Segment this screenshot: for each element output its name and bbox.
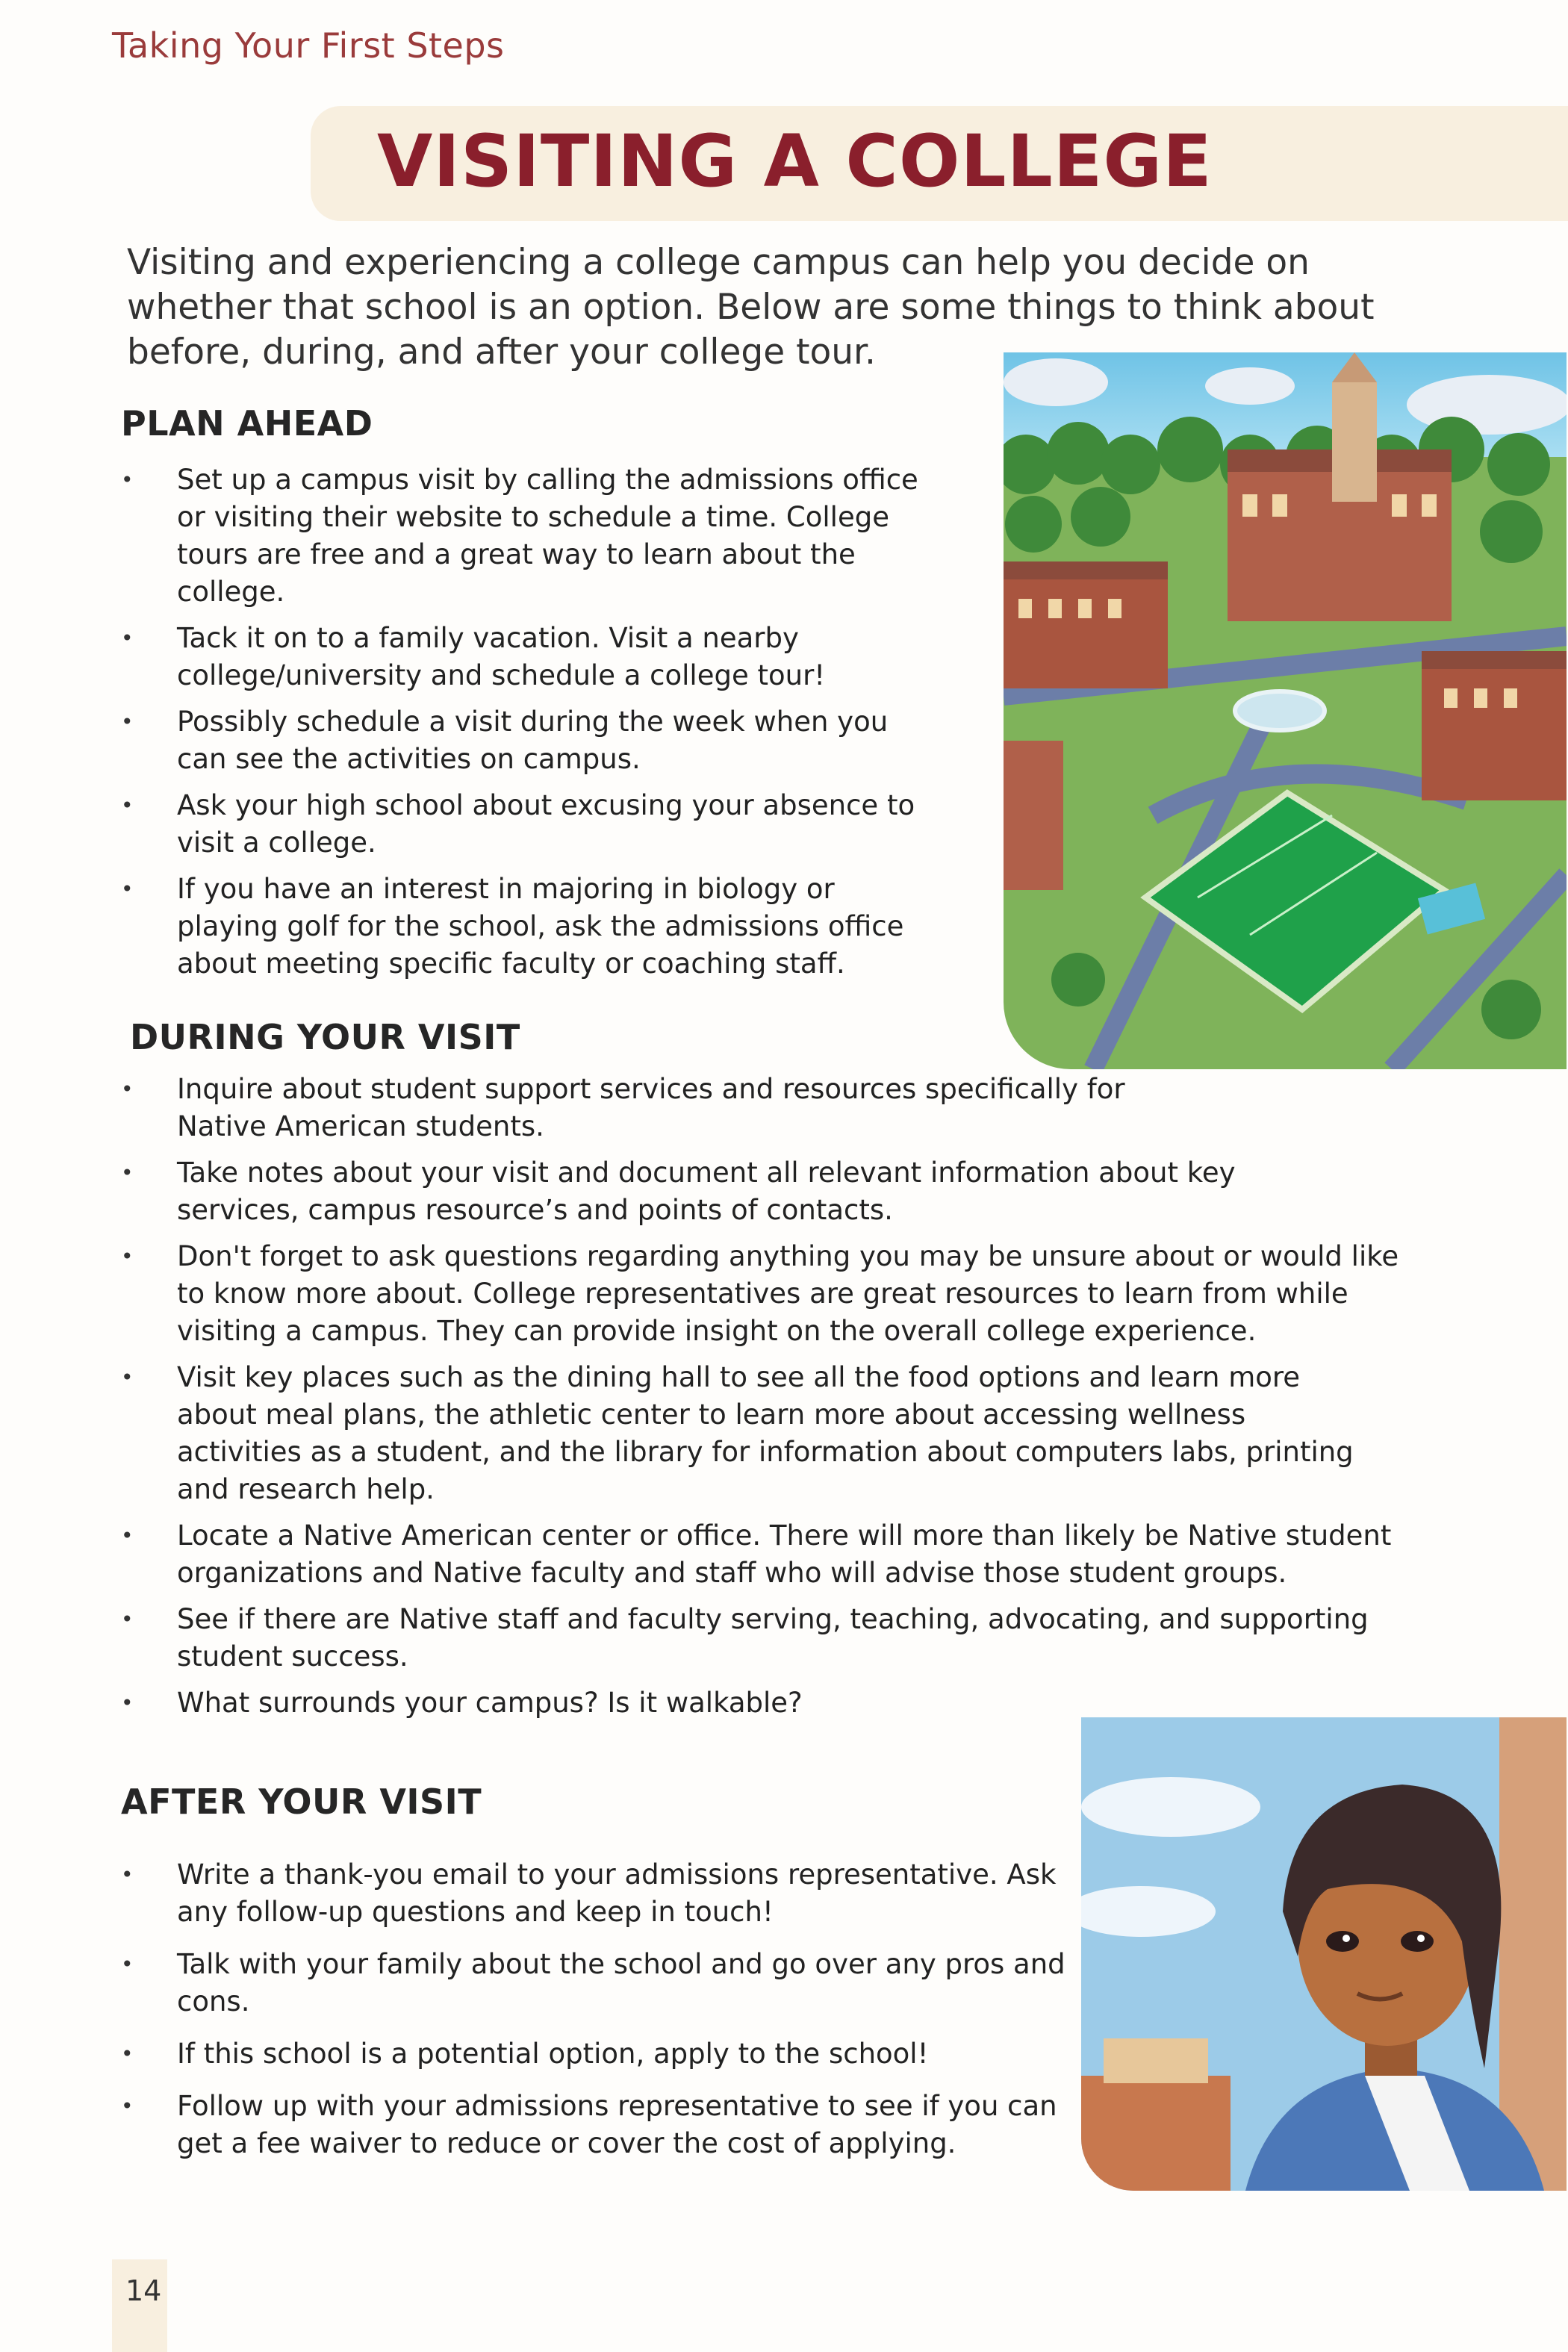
during-visit-heading: DURING YOUR VISIT — [130, 1017, 520, 1057]
after-visit-heading: AFTER YOUR VISIT — [121, 1782, 482, 1822]
student-illustration — [1081, 1717, 1567, 2191]
list-item: • Tack it on to a family vacation. Visit a nearby college/university and schedule a college tour! — [121, 620, 942, 694]
page-title: VISITING A COLLEGE — [377, 119, 1213, 203]
campus-illustration — [1004, 352, 1567, 1069]
list-item: • Inquire about student support services and resources specifically for Native American students. — [121, 1071, 1420, 1145]
list-item: • Locate a Native American center or office. There will more than likely be Native student organizations and Native faculty and staff who will advise those student groups. — [121, 1517, 1420, 1592]
list-item: • Follow up with your admissions representative to see if you can get a fee waiver to reduce or cover the cost of applying. — [121, 2088, 1069, 2162]
after-visit-list — [121, 1856, 1069, 2171]
intro-paragraph: Visiting and experiencing a college campus can help you decide on whether that school is an option. Below are some things to think about before, during, and after your college tour. — [127, 242, 1375, 373]
list-item: • Don't forget to ask questions regarding anything you may be unsure about or would like to know more about. College representatives are great resources to learn from while visiting a campus. They can provide insight on the overall college experience. — [121, 1238, 1420, 1350]
list-item: • Possibly schedule a visit during the week when you can see the activities on campus. — [121, 703, 942, 778]
list-item: • Talk with your family about the school and go over any pros and cons. — [121, 1946, 1069, 2020]
list-item: • Set up a campus visit by calling the admissions office or visiting their website to schedule a time. College tours are free and a great way to learn about the college. — [121, 461, 942, 611]
list-item: • If you have an interest in majoring in biology or playing golf for the school, ask the admissions office about meeting specific faculty or coaching staff. — [121, 871, 942, 983]
list-item: • What surrounds your campus? Is it walkable? — [121, 1684, 1420, 1722]
section-label: Taking Your First Steps — [112, 25, 505, 66]
list-item: • Take notes about your visit and document all relevant information about key services, campus resource’s and points of contacts. — [121, 1154, 1420, 1229]
plan-ahead-list — [121, 461, 942, 992]
during-visit-list — [121, 1071, 1420, 1731]
plan-ahead-heading: PLAN AHEAD — [121, 403, 373, 444]
list-item: • Visit key places such as the dining hall to see all the food options and learn more about meal plans, the athletic center to learn more about accessing wellness activities as a student, and the library for information about computers labs, printing and research help. — [121, 1359, 1420, 1508]
list-item: • Write a thank-you email to your admissions representative. Ask any follow-up questions and keep in touch! — [121, 1856, 1069, 1931]
list-item: • See if there are Native staff and faculty serving, teaching, advocating, and supporting student success. — [121, 1601, 1420, 1676]
list-item: • Ask your high school about excusing your absence to visit a college. — [121, 787, 942, 862]
page-number: 14 — [125, 2274, 162, 2307]
list-item: • If this school is a potential option, apply to the school! — [121, 2035, 1069, 2073]
